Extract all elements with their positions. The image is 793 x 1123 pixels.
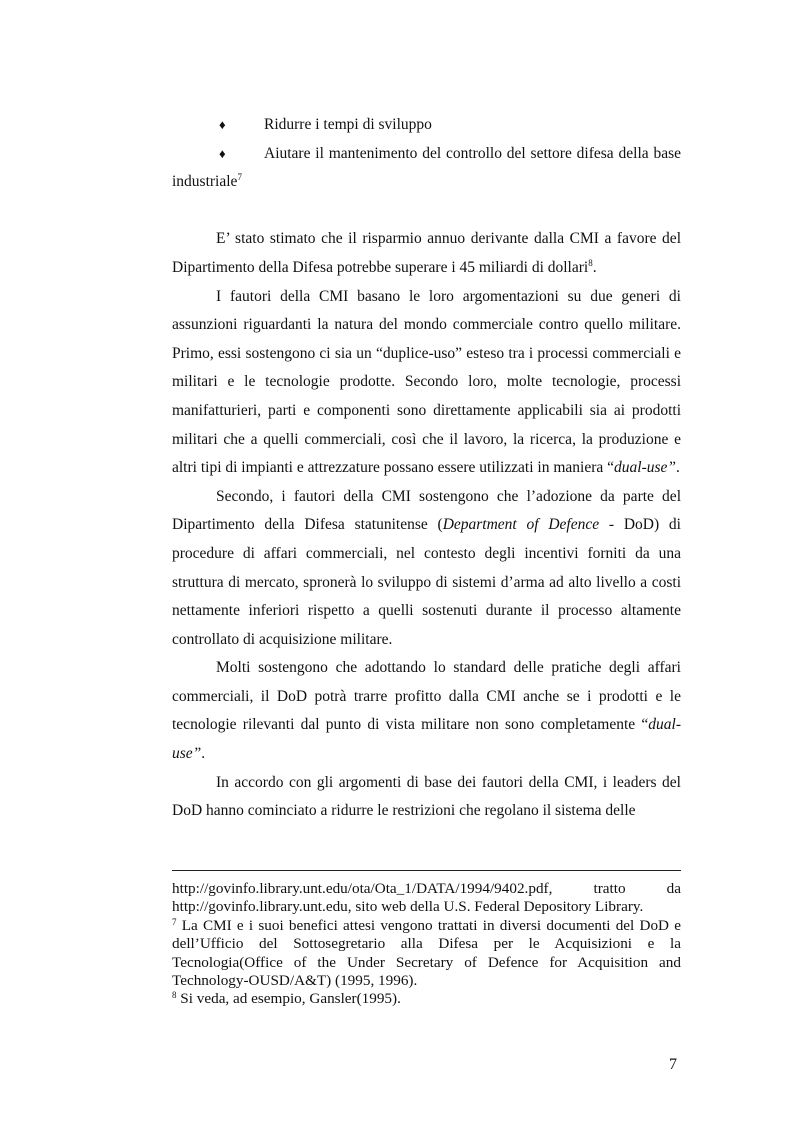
footnote-word-tratto: tratto xyxy=(593,880,626,897)
paragraph-3-text-b: - DoD) di procedure di affari commerciali, nel contesto degli incentivi forniti da una struttura di mercato, spronerà lo sviluppo di sistemi d’arma ad alto livello a costi nettamente inferiori rispetto a quelli sostenuti durante il processo altamente controllato di acquisizione militare. xyxy=(172,516,681,648)
footnote-ref-7: 7 xyxy=(237,172,242,183)
footnote-url: http://govinfo.library.unt.edu/ota/Ota_1/DATA/1994/9402.pdf, xyxy=(172,880,553,897)
paragraph-4-text-a: Molti sostengono che adottando lo standard delle pratiche degli affari commerciali, il DoD potrà trarre profitto dalla CMI anche se i prodotti e le tecnologie rilevanti dal punto di vista militare non sono completamente “ xyxy=(172,659,681,734)
diamond-bullet-icon: ♦ xyxy=(219,145,226,161)
paragraph-3 xyxy=(172,483,681,655)
paragraph-4-italic: dual-use” xyxy=(172,716,681,763)
paragraph-2-text: I fautori della CMI basano le loro argomentazioni su due generi di assunzioni riguardanti la natura del mondo commerciale contro quello militare. Primo, essi sostengono ci sia un “duplice-uso” esteso tra i processi commerciali e militari e le tecnologie prodotte. Secondo loro, molte tecnologie, processi manifatturieri, parti e componenti sono direttamente applicabili sia ai prodotti militari che a quelli commerciali, così che il lavoro, la ricerca, la produzione e altri tipi di impianti e attrezzature possano essere utilizzati in maniera “ xyxy=(172,287,681,477)
paragraph-2-italic: dual-use” xyxy=(614,459,677,477)
paragraph-1 xyxy=(172,225,681,282)
footnote-7-mark: 7 xyxy=(172,916,177,927)
footnote-word-da: da xyxy=(666,880,681,897)
footnote-8 xyxy=(172,990,681,1008)
page-number: 7 xyxy=(669,1056,677,1073)
body-text xyxy=(172,111,681,826)
bullet-item-2 xyxy=(172,140,681,197)
paragraph-2 xyxy=(172,283,681,483)
footnote-7-text: La CMI e i suoi benefici attesi vengono trattati in diversi documenti del DoD e dell’Ufficio del Sottosegretario alla Difesa per le Acquisizioni e la Tecnologia(Office of the Under Secretary of Defence for Acquisition and Technology-OUSD/A&T) (1995, 1996). xyxy=(172,916,681,990)
footnote-8-mark: 8 xyxy=(172,990,177,1001)
footnote-8-text: Si veda, ad esempio, Gansler(1995). xyxy=(176,990,401,1008)
paragraph-4 xyxy=(172,654,681,768)
footnote-continuation-line-1 xyxy=(172,880,681,898)
bullet-text-2: Aiutare il mantenimento del controllo del settore difesa della base industriale xyxy=(172,144,681,191)
paragraph-5 xyxy=(172,769,681,826)
bullet-text-1: Ridurre i tempi di sviluppo xyxy=(264,116,432,133)
paragraph-3-italic: Department of Defence xyxy=(442,516,600,534)
paragraph-1-text: E’ stato stimato che il risparmio annuo derivante dalla CMI a favore del Dipartimento della Difesa potrebbe superare i 45 miliardi di dollari xyxy=(172,230,681,276)
footnote-divider xyxy=(172,870,681,871)
paragraph-4-end: . xyxy=(201,745,206,763)
footnote-continuation-line-2: http://govinfo.library.unt.edu, sito web della U.S. Federal Depository Library. xyxy=(172,898,644,916)
paragraph-3-text-a: Secondo, i fautori della CMI sostengono che l’adozione da parte del Dipartimento della Difesa statunitense ( xyxy=(172,487,681,534)
footnote-7 xyxy=(172,917,681,991)
paragraph-2-end: . xyxy=(676,459,680,477)
footnotes xyxy=(172,880,681,1009)
bullet-item-1 xyxy=(172,111,681,140)
footnote-ref-8: 8 xyxy=(588,257,593,268)
diamond-bullet-icon: ♦ xyxy=(219,117,226,132)
paragraph-1-end: . xyxy=(592,258,597,276)
paragraph-5-text: In accordo con gli argomenti di base dei fautori della CMI, i leaders del DoD hanno cominciato a ridurre le restrizioni che regolano il sistema delle xyxy=(172,773,681,820)
